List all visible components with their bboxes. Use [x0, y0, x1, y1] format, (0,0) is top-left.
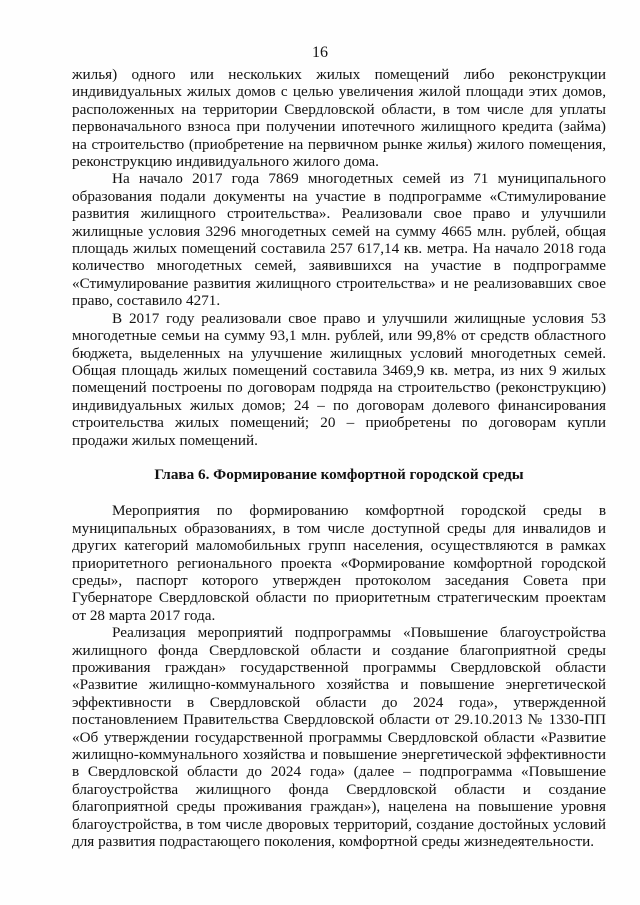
paragraph: Реализация мероприятий подпрограммы «Повышение благоустройства жилищного фонда Свердловской области и создание благоприятной среды проживания граждан» государственной программы Свердловской области «Развитие жилищно-коммунального хозяйства и повышение энергетической эффективности в Свердловской области до 2024 года», утвержденной постановлением Правительства Свердловской области от 29.10.2013 № 1330-ПП «Об утверждении государственной программы Свердловской области «Развитие жилищно-коммунального хозяйства и повышение энергетической эффективности в Свердловской области до 2024 года» (далее – подпрограмма «Повышение благоустройства жилищного фонда Свердловской области и создание благоприятной среды проживания граждан»), нацелена на повышение уровня благоустройства, в том числе дворовых территорий, создание достойных условий для развития подрастающего поколения, комфортной среды жизнедеятельности.	[72, 624, 606, 851]
paragraph: На начало 2017 года 7869 многодетных семей из 71 муниципального образования подали документы на участие в подпрограмме «Стимулирование развития жилищного строительства». Реализовали свое право и улучшили жилищные условия 3296 многодетных семей на сумму 4665 млн. рублей, общая площадь жилых помещений составила 257 617,14 кв. метра. На начало 2018 года количество многодетных семей, заявившихся на участие в подпрограмме «Стимулирование развития жилищного строительства» и не реализовавших свое право, составило 4271.	[72, 170, 606, 310]
paragraph: В 2017 году реализовали свое право и улучшили жилищные условия 53 многодетные семьи на сумму 93,1 млн. рублей, или 99,8% от средств областного бюджета, выделенных на улучшение жилищных условий многодетных семей. Общая площадь жилых помещений составила 3469,9 кв. метра, из них 9 жилых помещений построены по договорам подряда на строительство (реконструкцию) индивидуальных жилых домов; 24 – по договорам долевого финансирования строительства жилых помещений; 20 – приобретены по договорам купли продажи жилых помещений.	[72, 309, 606, 449]
page-number: 16	[312, 44, 328, 61]
paragraph: Мероприятия по формированию комфортной городской среды в муниципальных образованиях, в том числе доступной среды для инвалидов и других категорий маломобильных групп населения, осуществляются в рамках приоритетного регионального проекта «Формирование комфортной городской среды», паспорт которого утвержден протоколом заседания Совета при Губернаторе Свердловской области по приоритетным стратегическим проектам от 28 марта 2017 года.	[72, 502, 606, 624]
document-body	[72, 66, 606, 850]
paragraph: жилья) одного или нескольких жилых помещений либо реконструкции индивидуальных жилых домов с целью увеличения жилой площади этих домов, расположенных на территории Свердловской области, в том числе для уплаты первоначального взноса при получении ипотечного жилищного кредита (займа) на строительство (приобретение на первичном рынке жилья) жилого помещения, реконструкцию индивидуального жилого дома.	[72, 66, 606, 171]
chapter-heading: Глава 6. Формирование комфортной городской среды	[154, 465, 524, 483]
